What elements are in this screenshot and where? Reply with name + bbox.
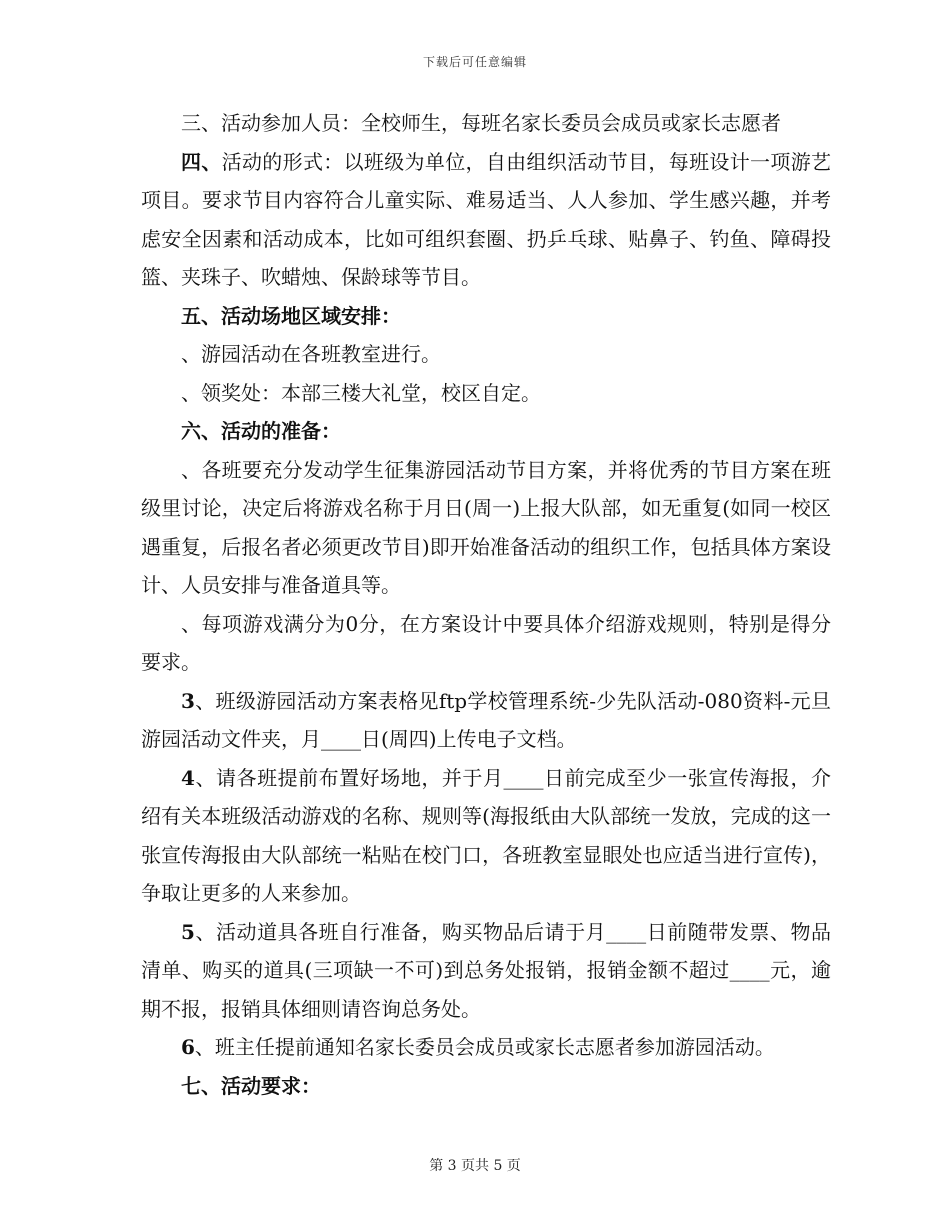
page-header: 下载后可任意编辑 [422,55,527,69]
paragraph-text: 活动参加人员：全校师生，每班名家长委员会成员或家长志愿者 [221,111,781,135]
heading-number: 四、 [181,149,222,174]
heading-number: 三、 [181,111,221,135]
list-text: 、请各班提前布置好场地，并于月____日前完成至少一张宣传海报，介绍有关本班级活动游戏的名称、规则等(海报纸由大队部统一发放，完成的这一张宣传海报由大队部统一粘贴在校门口，各班教室显眼处也应适当进行宣传)，争取让更多的人来参加。 [141,765,831,905]
paragraph-participants [141,104,831,143]
list-item-preparation-4 [141,759,831,913]
document-body [141,104,831,1105]
list-item-preparation-6 [141,1028,831,1067]
paragraph-activity-form [141,143,831,297]
list-number: 5 [181,919,195,944]
paragraph-text: 活动的形式：以班级为单位，自由组织活动节目，每班设计一项游艺项目。要求节目内容符合儿童实际、难易适当、人人参加、学生感兴趣，并考虑安全因素和活动成本，比如可组织套圈、扔乒乓球、贴鼻子、钓鱼、障碍投篮、夹珠子、吹蜡烛、保龄球等节目。 [141,149,832,289]
list-number: 3 [181,688,195,713]
list-text: 、每项游戏满分为0分，在方案设计中要具体介绍游戏规则，特别是得分要求。 [141,611,831,674]
list-text: 、班级游园活动方案表格见ftp学校管理系统-少先队活动-080资料-元旦游园活动文件夹，月____日(周四)上传电子文档。 [141,688,831,751]
heading-number: 六、 [181,419,221,443]
page-footer: 第 3 页共 5 页 [429,1158,521,1174]
list-item-venue-2 [141,374,831,413]
list-item-preparation-3 [141,682,831,759]
list-item-preparation-2 [141,605,831,682]
section-heading-requirements [141,1067,831,1106]
list-item-preparation-1 [141,451,831,605]
section-heading-venue [141,297,831,336]
list-number: 4 [181,765,195,790]
list-item-venue-1 [141,335,831,374]
list-text: 、各班要充分发动学生征集游园活动节目方案，并将优秀的节目方案在班级里讨论，决定后将游戏名称于月日(周一)上报大队部，如无重复(如同一校区遇重复，后报名者必须更改节目)即开始准备活动的组织工作，包括具体方案设计、人员安排与准备道具等。 [141,457,831,597]
heading-text: 活动的准备： [221,419,341,443]
heading-text: 活动要求： [221,1073,321,1098]
list-text: 、活动道具各班自行准备，购买物品后请于月____日前随带发票、物品清单、购买的道具(三项缺一不可)到总务处报销，报销金额不超过____元，逾期不报，报销具体细则请咨询总务处。 [141,919,831,1021]
list-number: 6 [181,1035,195,1059]
list-item-preparation-5 [141,913,831,1029]
list-text: 、班主任提前通知名家长委员会成员或家长志愿者参加游园活动。 [194,1035,775,1059]
heading-number: 五、 [181,303,221,328]
heading-number: 七、 [181,1073,221,1098]
section-heading-preparation [141,412,831,451]
heading-text: 活动场地区域安排： [221,303,401,328]
list-text: 、领奖处：本部三楼大礼堂，校区自定。 [181,380,541,405]
list-text: 、游园活动在各班教室进行。 [181,342,441,366]
